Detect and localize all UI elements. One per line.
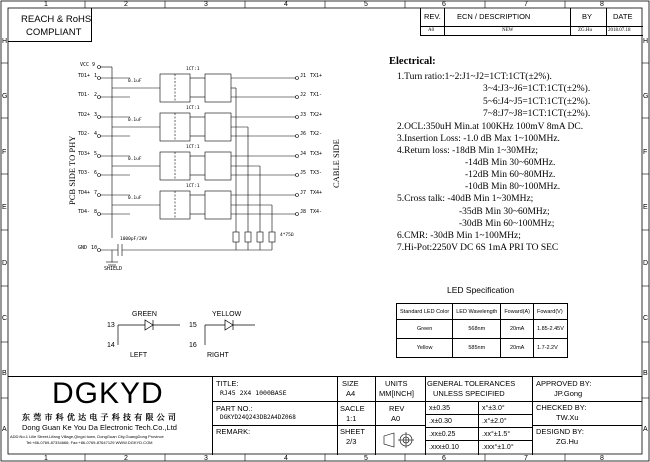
company-contact: Tel:+86-0769-87334666; Fax:+86-0769-87647129 WWW.DGKYD.COM [26, 440, 153, 445]
yellow-led-pin-a: 15 [189, 322, 197, 329]
tolerance-linear: .x±0.30 [429, 418, 452, 425]
col-label: 8 [600, 1, 604, 8]
col-label: 6 [442, 455, 446, 462]
table-header: LED Wavelength [453, 304, 501, 320]
ecn-value: NEW [502, 28, 514, 33]
spec-line: 4.Return loss: -18dB Min 1~30MHz; [397, 146, 539, 156]
left-pin-number: 8 [94, 209, 98, 215]
col-label: 3 [204, 1, 208, 8]
size-label: SIZE [342, 379, 359, 388]
row-label: E [2, 204, 7, 211]
table-cell: 20mA [501, 339, 534, 358]
tolerance-title-2: UNLESS SPECIFIED [433, 389, 505, 398]
right-pin-signal: TX4+ [310, 190, 323, 196]
col-label: 7 [524, 1, 528, 8]
gnd-label: GND [78, 245, 88, 251]
spec-line: -12dB Min 60~80MHz. [465, 170, 556, 180]
yellow-led-title: YELLOW [212, 311, 242, 318]
table-cell: 1.85-2.45V [533, 320, 567, 339]
right-pin-name: J7 [300, 190, 307, 196]
units-value: MM[INCH] [379, 389, 414, 398]
green-led-pin-a: 13 [107, 322, 115, 329]
sheet-value: 2/3 [346, 437, 357, 446]
left-pin-name: TD4- [78, 209, 91, 215]
designed-label: DESIGND BY: [536, 427, 584, 436]
company-address: ADD:No.1 Lilie Street,Lifang Village,Qingxi town, DongGuan City,GuangDong Province [10, 434, 164, 439]
table-header: Foward(A) [501, 304, 534, 320]
table-cell: 585nm [453, 339, 501, 358]
company-logo: DGKYD [52, 377, 164, 410]
row-label: A [643, 426, 648, 433]
table-cell: 568nm [453, 320, 501, 339]
col-label: 2 [124, 455, 128, 462]
table-cell: 20mA [501, 320, 534, 339]
left-pin-number: 5 [94, 151, 98, 157]
remark-label: REMARK: [216, 427, 251, 436]
date-value: 2018.07.18 [608, 28, 631, 33]
row-label: B [2, 370, 7, 377]
green-led-side: LEFT [130, 352, 148, 359]
right-pin-signal: TX1- [310, 92, 323, 98]
designed-value: ZG.Hu [556, 437, 579, 446]
row-label: D [643, 260, 649, 267]
spec-line: 6.CMR: -30dB Min 1~100MHz; [397, 231, 521, 241]
vcc-label: VCC [80, 62, 90, 68]
row-label: F [643, 149, 648, 156]
right-pin-signal: TX4- [310, 209, 323, 215]
spec-line: 2.OCL:350uH Min.at 100KHz 100mV 8mA DC. [397, 122, 584, 132]
cap-label: 0.1uF [128, 196, 142, 201]
led-spec-table [396, 303, 568, 358]
col-label: 1 [44, 455, 48, 462]
right-pin-name: J6 [300, 131, 307, 137]
gnd-pin-number: 10 [91, 245, 98, 251]
part-label: PART NO.: [216, 404, 253, 413]
spec-line: 3.Insertion Loss: -1.0 dB Max 1~100MHz. [397, 134, 560, 144]
right-pin-signal: TX3+ [310, 151, 323, 157]
spec-line: -30dB Min 60~100MHz; [459, 219, 555, 229]
left-pin-name: TD1+ [78, 73, 91, 79]
left-pin-name: TD1- [78, 92, 91, 98]
pcb-side-label: PCB SIDE TO PHY [67, 135, 77, 205]
right-pin-signal: TX2- [310, 131, 323, 137]
row-label: F [2, 149, 7, 156]
row-label: C [643, 315, 649, 322]
rev-label: REV [389, 404, 405, 413]
row-label: A [2, 426, 7, 433]
row-label: C [2, 315, 8, 322]
green-led-pin-b: 14 [107, 342, 115, 349]
left-pin-number: 3 [94, 112, 98, 118]
row-label: G [643, 93, 649, 100]
right-pin-name: J1 [300, 73, 307, 79]
tolerance-linear: .xx±0.25 [429, 431, 456, 438]
by-header: BY [582, 12, 593, 21]
row-label: G [2, 93, 8, 100]
led-spec-title: LED Specification [447, 285, 515, 295]
ratio-label: 1CT:1 [186, 145, 200, 150]
right-pin-name: J5 [300, 170, 307, 176]
left-pin-number: 1 [94, 73, 98, 79]
col-label: 6 [442, 1, 446, 8]
right-pin-signal: TX3- [310, 170, 323, 176]
cap-label: 0.1uF [128, 118, 142, 123]
tolerance-angular: .xx°±1.5° [482, 431, 511, 438]
spec-line: 7.Hi-Pot:2250V DC 6S 1mA PRI TO SEC [397, 243, 559, 253]
row-label: D [2, 260, 8, 267]
ratio-label: 1CT:1 [186, 67, 200, 72]
col-label: 8 [600, 455, 604, 462]
left-pin-number: 6 [94, 170, 98, 176]
table-cell: Yellow [397, 339, 453, 358]
left-pin-name: TD3- [78, 170, 91, 176]
tolerance-angular: .xxx°±1.0° [482, 444, 514, 451]
green-led-title: GREEN [132, 311, 157, 318]
left-pin-number: 7 [94, 190, 98, 196]
scale-value: 1:1 [346, 414, 357, 423]
left-pin-name: TD2- [78, 131, 91, 137]
col-label: 7 [524, 455, 528, 462]
spec-line: -10dB Min 80~100MHz. [465, 182, 561, 192]
projection-symbol-icon [380, 429, 420, 451]
table-row [397, 339, 568, 358]
tolerance-angular: x°±3.0° [482, 405, 505, 412]
col-label: 4 [284, 455, 288, 462]
compliance-line1: REACH & RoHS [21, 14, 92, 25]
rev-value: A0 [428, 28, 435, 33]
col-label: 5 [364, 1, 368, 8]
sheet-label: SHEET [340, 427, 366, 436]
spec-line: 5~6:J4~J5=1CT:1CT(±2%). [483, 97, 591, 107]
yellow-led-pin-b: 16 [189, 342, 197, 349]
right-pin-name: J8 [300, 209, 307, 215]
spec-line: 7~8:J7~J8=1CT:1CT(±2%). [483, 109, 591, 119]
approved-label: APPROVED BY: [536, 379, 592, 388]
units-label: UNITS [385, 379, 408, 388]
compliance-line2: COMPLIANT [26, 27, 82, 38]
col-label: 1 [44, 1, 48, 8]
right-pin-signal: TX1+ [310, 73, 323, 79]
company-name-en: Dong Guan Ke You Da Electronic Tech.Co.,Ltd [22, 423, 177, 432]
vcc-pin-number: 9 [92, 62, 96, 68]
table-header: Standard LED Color [397, 304, 453, 320]
scale-label: SACLE [340, 404, 365, 413]
col-label: 3 [204, 455, 208, 462]
spec-line: 1.Turn ratio:1~2:J1~J2=1CT:1CT(±2%). [397, 72, 552, 82]
row-label: E [643, 204, 648, 211]
company-name-cn: 东 莞 市 科 优 达 电 子 科 技 有 限 公 司 [22, 413, 177, 422]
left-pin-name: TD2+ [78, 112, 91, 118]
title-label: TITLE: [216, 379, 239, 388]
tolerance-linear: .xxx±0.10 [429, 444, 459, 451]
rev-header: REV. [424, 12, 441, 21]
ecn-header: ECN / DESCRIPTION [457, 12, 531, 21]
right-pin-name: J3 [300, 112, 307, 118]
part-value: DGKYD24Q243DB2A4DZ068 [220, 414, 296, 421]
spec-line: -14dB Min 30~60MHz. [465, 158, 556, 168]
right-pin-name: J2 [300, 92, 307, 98]
row-label: H [643, 38, 649, 45]
col-label: 5 [364, 455, 368, 462]
yellow-led-side: RIGHT [207, 352, 229, 359]
table-cell: 1.7-2.2V [533, 339, 567, 358]
tolerance-linear: x±0.35 [429, 405, 450, 412]
checked-value: TW.Xu [556, 413, 579, 422]
row-label: B [643, 370, 648, 377]
table-header: Foward(V) [533, 304, 567, 320]
tolerance-title-1: GENERAL TOLERANCES [427, 379, 516, 388]
ratio-label: 1CT:1 [186, 184, 200, 189]
spec-line: -35dB Min 30~60MHz; [459, 207, 550, 217]
left-pin-number: 2 [94, 92, 98, 98]
right-pin-signal: TX2+ [310, 112, 323, 118]
approved-value: JP.Gong [554, 389, 583, 398]
title-block [8, 376, 642, 455]
cap-label: 0.1uF [128, 157, 142, 162]
col-label: 2 [124, 1, 128, 8]
rev-value: A0 [391, 414, 401, 423]
spec-line: 5.Cross talk: -40dB Min 1~30MHz; [397, 194, 534, 204]
date-header: DATE [613, 12, 633, 21]
table-header-row [397, 304, 568, 320]
size-value: A4 [346, 389, 356, 398]
by-value: ZG.Hu [578, 28, 593, 33]
left-pin-name: TD4+ [78, 190, 91, 196]
table-row [397, 320, 568, 339]
left-pin-number: 4 [94, 131, 98, 137]
spec-line: 3~4:J3~J6=1CT:1CT(±2%). [483, 84, 591, 94]
ratio-label: 1CT:1 [186, 106, 200, 111]
cable-side-label: CABLE SIDE [331, 139, 341, 188]
table-cell: Green [397, 320, 453, 339]
checked-label: CHECKED BY: [536, 403, 587, 412]
row-label: H [2, 38, 8, 45]
bottom-cap-label: 1000pF/2KV [120, 237, 148, 242]
col-label: 4 [284, 1, 288, 8]
tolerance-angular: .x°±2.0° [482, 418, 507, 425]
electrical-title: Electrical: [389, 56, 436, 67]
left-pin-name: TD3+ [78, 151, 91, 157]
shield-label: SHIELD [104, 266, 123, 272]
title-value: RJ45 2X4 1000BASE [220, 389, 287, 397]
resistor-label: 4*75Ω [280, 233, 294, 238]
cap-label: 0.1uF [128, 79, 142, 84]
right-pin-name: J4 [300, 151, 307, 157]
